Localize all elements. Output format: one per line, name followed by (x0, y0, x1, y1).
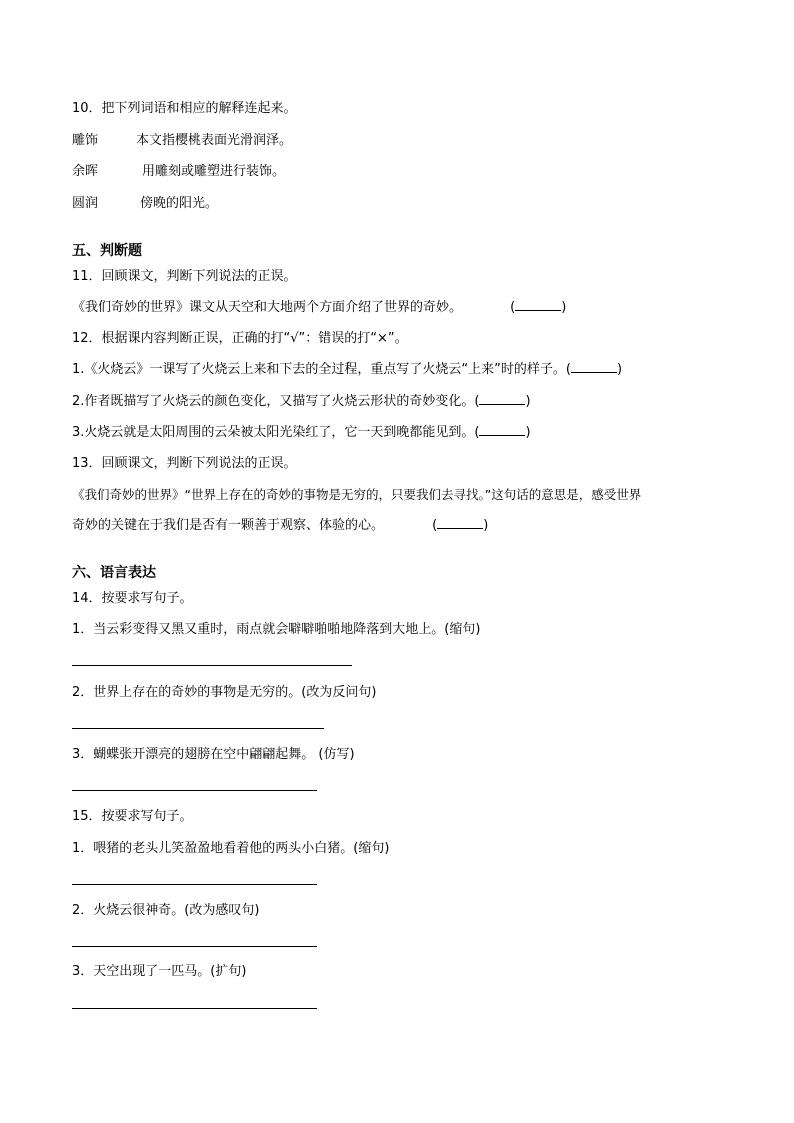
match-meaning: 用雕刻或雕塑进行装饰。 (142, 164, 286, 179)
answer-blank[interactable] (515, 310, 561, 311)
answer-line[interactable] (72, 665, 352, 666)
question-10-title: 10．把下列词语和相应的解释连起来。 (72, 101, 297, 116)
section-heading: 五、判断题 (72, 243, 142, 259)
match-meaning: 本文指樱桃表面光滑润泽。 (136, 133, 293, 148)
answer-line[interactable] (72, 790, 317, 791)
question-12-item (72, 393, 531, 411)
question-13-title: 13．回顾课文，判断下列说法的正误。 (72, 456, 297, 471)
section-heading: 六、语言表达 (72, 565, 156, 581)
question-13-statement-line: 奇妙的关键在于我们是否有一颗善于观察、体验的心。 ( ) (72, 518, 489, 533)
question-13-statement-line: 《我们奇妙的世界》“世界上存在的奇妙的事物是无穷的，只要我们去寻找。”这句话的意思是，感受世界 (72, 487, 642, 502)
close-paren: ) (616, 362, 623, 377)
question-14-item: 1．当云彩变得又黑又重时，雨点就会噼噼啪啪地降落到大地上。(缩句) (72, 622, 481, 637)
statement-text: 3.火烧云就是太阳周围的云朵被太阳光染红了，它一天到晚都能见到。( (72, 425, 480, 440)
answer-blank[interactable] (571, 372, 617, 373)
question-11-title: 11．回顾课文，判断下列说法的正误。 (72, 269, 297, 284)
statement-text: 奇妙的关键在于我们是否有一颗善于观察、体验的心。 (72, 518, 385, 533)
question-15-item: 2．火烧云很神奇。(改为感叹句) (72, 903, 260, 918)
match-word: 雕饰 (72, 133, 99, 148)
question-12-item (72, 361, 622, 379)
close-paren: ) (483, 518, 489, 533)
statement-text: 《我们奇妙的世界》课文从天空和大地两个方面介绍了世界的奇妙。 (72, 300, 463, 315)
question-14-item: 3．蝴蝶张开漂亮的翅膀在空中翩翩起舞。 (仿写) (72, 747, 355, 762)
close-paren: ) (525, 394, 531, 409)
statement-text: 2.作者既描写了火烧云的颜色变化，又描写了火烧云形状的奇妙变化。( (72, 394, 480, 409)
match-row (72, 163, 285, 181)
question-12-title: 12．根据课内容判断正误，正确的打“√”：错误的打“×”。 (72, 331, 408, 346)
question-11-statement: 《我们奇妙的世界》课文从天空和大地两个方面介绍了世界的奇妙。 ( ) (72, 300, 567, 315)
close-paren: ) (525, 425, 531, 440)
match-meaning: 傍晚的阳光。 (140, 196, 219, 211)
question-15-item: 3．天空出现了一匹马。(扩句) (72, 964, 247, 979)
answer-line[interactable] (72, 728, 324, 729)
question-15-title: 15．按要求写句子。 (72, 809, 193, 824)
match-word: 余晖 (72, 164, 99, 179)
answer-line[interactable] (72, 884, 317, 885)
answer-blank[interactable] (437, 528, 483, 529)
answer-line[interactable] (72, 1008, 317, 1009)
match-row (72, 195, 218, 213)
answer-line[interactable] (72, 946, 317, 947)
statement-text: 1.《火烧云》一课写了火烧云上来和下去的全过程，重点写了火烧云“上来”时的样子。( (72, 362, 571, 377)
question-15-item: 1．喂猪的老头儿笑盈盈地看着他的两头小白猪。(缩句) (72, 841, 390, 856)
match-word: 圆润 (72, 196, 99, 211)
answer-blank[interactable] (479, 435, 525, 436)
question-14-title: 14．按要求写句子。 (72, 591, 193, 606)
match-row (72, 132, 292, 150)
answer-blank[interactable] (479, 404, 525, 405)
close-paren: ) (561, 300, 567, 315)
question-14-item: 2．世界上存在的奇妙的事物是无穷的。(改为反问句) (72, 685, 377, 700)
question-12-item (72, 424, 531, 442)
